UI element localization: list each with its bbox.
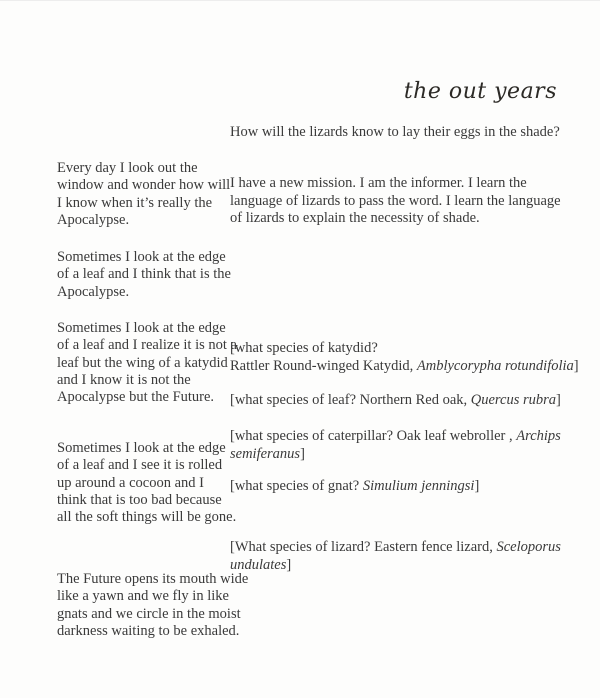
poem-stanza-2: Sometimes I look at the edge of a leaf and I think that is the Apocalypse. bbox=[57, 249, 231, 300]
annotation-lizard-text: [What species of lizard? Eastern fence lizard, bbox=[230, 539, 497, 555]
poem-stanza-5: The Future opens its mouth wide like a yawn and we fly in like gnats and we circle in the moist darkness waiting to be exhaled. bbox=[57, 571, 249, 639]
annotation-lizard bbox=[230, 539, 570, 574]
species-name-lizard: Sceloporus undulates bbox=[230, 539, 561, 573]
page-title: the out years bbox=[403, 79, 557, 104]
annotation-caterpillar-close: ] bbox=[300, 445, 305, 462]
poem-stanza-3: Sometimes I look at the edge of a leaf and I realize it is not a leaf but the wing of a katydid and I know it is not the Apocalypse but the Future. bbox=[57, 320, 237, 406]
annotation-katydid-close: ] bbox=[573, 357, 579, 374]
poem-stanza-1: Every day I look out the window and wonder how will I know when it’s really the Apocalypse. bbox=[57, 160, 231, 228]
annotation-katydid bbox=[230, 340, 582, 375]
annotation-gnat-text: [what species of gnat? bbox=[230, 478, 363, 494]
annotation-katydid-answer: Rattler Round-winged Katydid, bbox=[230, 357, 417, 374]
poem-stanza-4: Sometimes I look at the edge of a leaf and I see it is rolled up around a cocoon and I think that is too bad because all the soft things will be gone. bbox=[57, 440, 237, 526]
annotation-lizard-close: ] bbox=[286, 556, 292, 573]
annotation-caterpillar bbox=[230, 428, 570, 463]
annotation-gnat bbox=[230, 478, 582, 496]
species-name-gnat: Simulium jenningsi bbox=[362, 478, 475, 494]
species-name-caterpillar: Archips semiferanus bbox=[230, 428, 561, 462]
annotation-katydid-question: [what species of katydid? bbox=[230, 340, 378, 356]
mission-paragraph: I have a new mission. I am the informer. I learn the language of lizards to pass the word. I learn the language of lizards to explain the necessity of shade. bbox=[230, 175, 561, 226]
annotation-leaf-text: [what species of leaf? Northern Red oak, bbox=[230, 392, 471, 408]
annotation-leaf bbox=[230, 392, 582, 410]
annotation-caterpillar-text: [what species of caterpillar? Oak leaf webroller , bbox=[230, 428, 517, 444]
species-name-katydid: Amblycorypha rotundifolia bbox=[416, 357, 574, 374]
epigraph-line: How will the lizards know to lay their eggs in the shade? bbox=[230, 124, 560, 140]
annotation-leaf-close: ] bbox=[556, 392, 561, 408]
species-name-leaf: Quercus rubra bbox=[470, 392, 557, 408]
annotation-gnat-close: ] bbox=[474, 478, 480, 494]
